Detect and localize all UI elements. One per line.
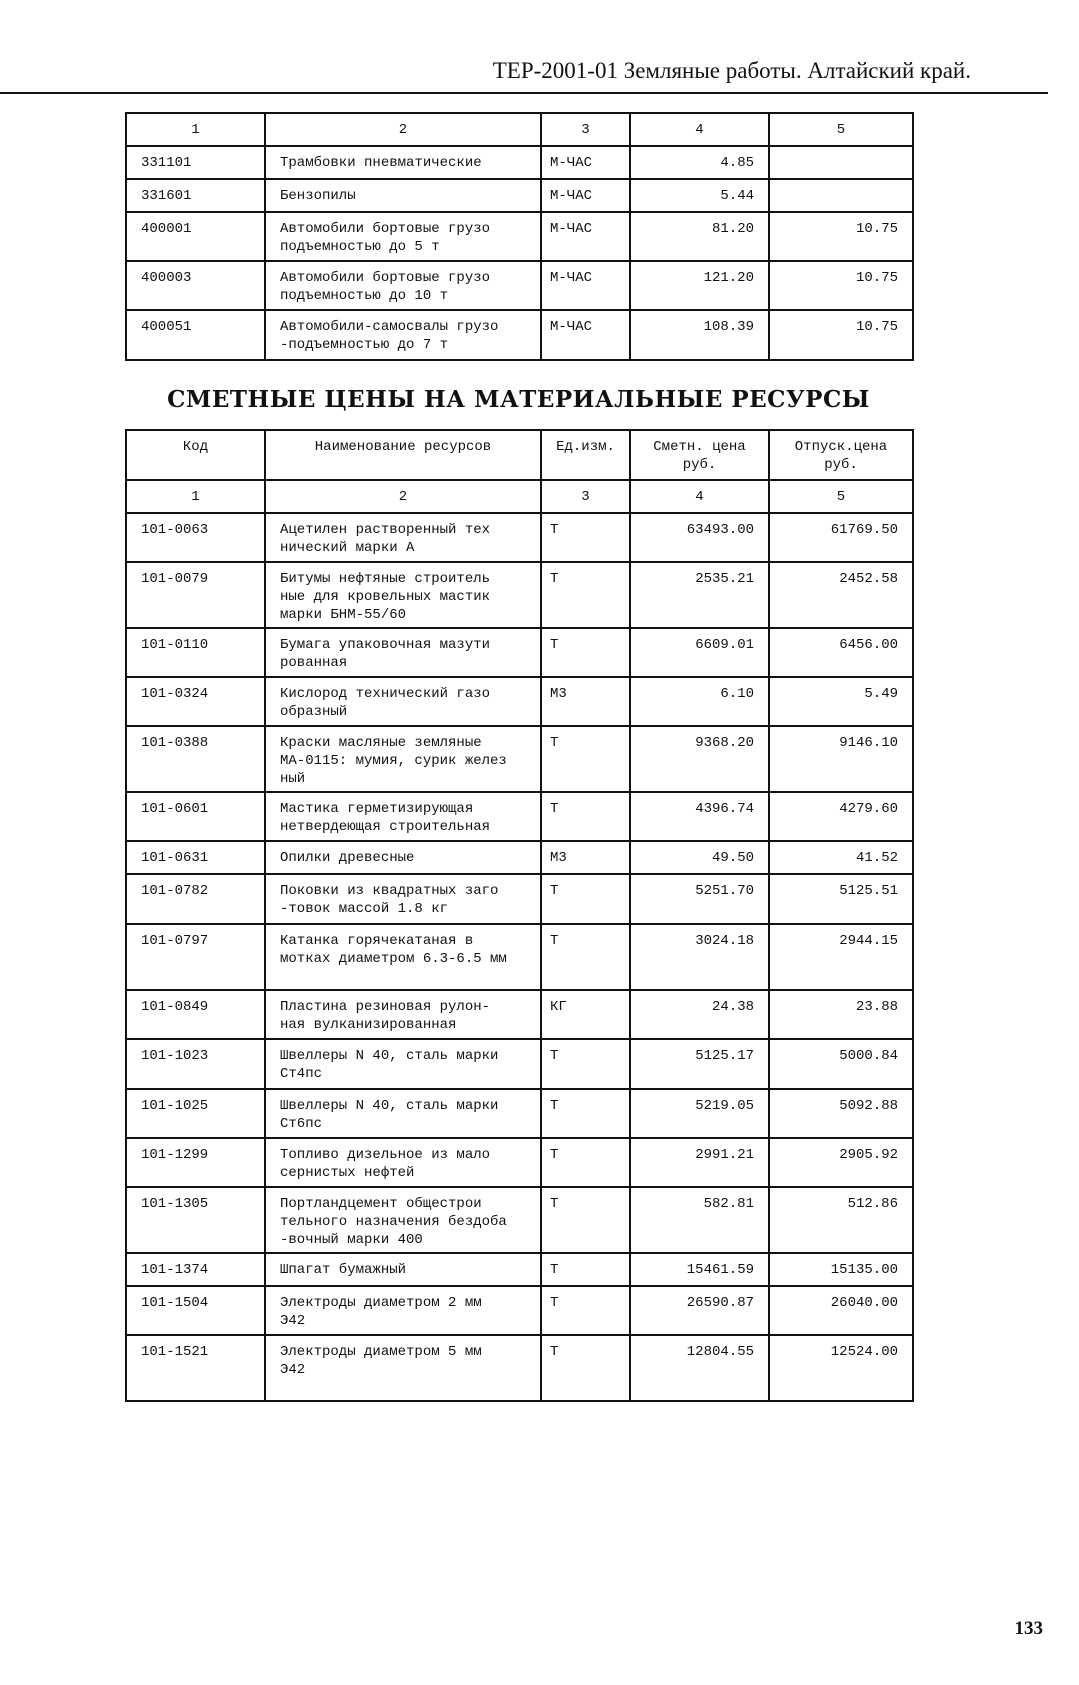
- table-row: [126, 513, 913, 562]
- estimate-price-cell: 24.38: [630, 990, 769, 1039]
- estimate-price-cell: 2991.21: [630, 1138, 769, 1187]
- table-row: [126, 146, 913, 179]
- code-cell: 101-0782: [126, 874, 265, 924]
- code-cell: 101-1504: [126, 1286, 265, 1335]
- code-cell: 101-0388: [126, 726, 265, 792]
- release-price-cell: 12524.00: [769, 1335, 913, 1401]
- column-number-cell: 5: [769, 480, 913, 513]
- estimate-price-cell: 582.81: [630, 1187, 769, 1253]
- unit-cell: КГ: [541, 990, 630, 1039]
- name-cell: Ацетилен растворенный тех нический марки А: [265, 513, 541, 562]
- unit-cell: Т: [541, 726, 630, 792]
- unit-cell: М-ЧАС: [541, 212, 630, 261]
- table-row: [126, 1089, 913, 1138]
- code-cell: 331601: [126, 179, 265, 212]
- estimate-price-cell: 81.20: [630, 212, 769, 261]
- release-price-cell: 26040.00: [769, 1286, 913, 1335]
- code-cell: 101-0324: [126, 677, 265, 726]
- estimate-price-cell: 9368.20: [630, 726, 769, 792]
- table-row: [126, 212, 913, 261]
- release-price-cell: 6456.00: [769, 628, 913, 677]
- table-row: [126, 1039, 913, 1089]
- name-cell: Кислород технический газо образный: [265, 677, 541, 726]
- table-row: [126, 1253, 913, 1286]
- column-number-cell: 1: [126, 480, 265, 513]
- name-cell: Электроды диаметром 2 мм Э42: [265, 1286, 541, 1335]
- table-row: [126, 562, 913, 628]
- release-price-cell: 5125.51: [769, 874, 913, 924]
- release-price-cell: 41.52: [769, 841, 913, 874]
- name-cell: Мастика герметизирующая нетвердеющая строительная: [265, 792, 541, 841]
- name-cell: Электроды диаметром 5 мм Э42: [265, 1335, 541, 1401]
- unit-cell: Т: [541, 1089, 630, 1138]
- release-price-cell: 10.75: [769, 212, 913, 261]
- table-row: [126, 677, 913, 726]
- unit-cell: Т: [541, 1286, 630, 1335]
- estimate-price-cell: 4396.74: [630, 792, 769, 841]
- release-price-cell: 5000.84: [769, 1039, 913, 1089]
- release-price-cell: 2905.92: [769, 1138, 913, 1187]
- estimate-price-cell: 63493.00: [630, 513, 769, 562]
- name-cell: Автомобили бортовые грузо подъемностью до 10 т: [265, 261, 541, 310]
- table-row: [126, 1335, 913, 1401]
- name-cell: Швеллеры N 40, сталь марки Ст6пс: [265, 1089, 541, 1138]
- column-header-row: [126, 430, 913, 480]
- unit-cell: М-ЧАС: [541, 146, 630, 179]
- name-cell: Автомобили-самосвалы грузо -подъемностью до 7 т: [265, 310, 541, 360]
- table-row: [126, 261, 913, 310]
- estimate-price-cell: 15461.59: [630, 1253, 769, 1286]
- code-cell: 400003: [126, 261, 265, 310]
- release-price-cell: 10.75: [769, 310, 913, 360]
- column-header-cell: Наименование ресурсов: [265, 430, 541, 480]
- unit-cell: Т: [541, 874, 630, 924]
- code-cell: 101-0110: [126, 628, 265, 677]
- estimate-price-cell: 3024.18: [630, 924, 769, 990]
- release-price-cell: 10.75: [769, 261, 913, 310]
- section-title: СМЕТНЫЕ ЦЕНЫ НА МАТЕРИАЛЬНЫЕ РЕСУРСЫ: [167, 386, 870, 413]
- name-cell: Бензопилы: [265, 179, 541, 212]
- estimate-price-cell: 12804.55: [630, 1335, 769, 1401]
- code-cell: 101-1305: [126, 1187, 265, 1253]
- release-price-cell: 61769.50: [769, 513, 913, 562]
- code-cell: 101-0601: [126, 792, 265, 841]
- release-price-cell: 512.86: [769, 1187, 913, 1253]
- column-header-cell: Ед.изм.: [541, 430, 630, 480]
- code-cell: 101-1374: [126, 1253, 265, 1286]
- estimate-price-cell: 5251.70: [630, 874, 769, 924]
- unit-cell: М-ЧАС: [541, 179, 630, 212]
- column-header-cell: Отпуск.цена руб.: [769, 430, 913, 480]
- name-cell: Трамбовки пневматические: [265, 146, 541, 179]
- code-cell: 101-1521: [126, 1335, 265, 1401]
- name-cell: Поковки из квадратных заго -товок массой 1.8 кг: [265, 874, 541, 924]
- code-cell: 101-0631: [126, 841, 265, 874]
- name-cell: Автомобили бортовые грузо подъемностью до 5 т: [265, 212, 541, 261]
- name-cell: Топливо дизельное из мало сернистых нефтей: [265, 1138, 541, 1187]
- code-cell: 101-0797: [126, 924, 265, 990]
- name-cell: Шпагат бумажный: [265, 1253, 541, 1286]
- column-number-row: [126, 480, 913, 513]
- release-price-cell: 2944.15: [769, 924, 913, 990]
- estimate-price-cell: 5.44: [630, 179, 769, 212]
- column-number-cell: 5: [769, 113, 913, 146]
- estimate-price-cell: 5125.17: [630, 1039, 769, 1089]
- column-header-cell: Сметн. цена руб.: [630, 430, 769, 480]
- name-cell: Битумы нефтяные строитель ные для кровельных мастик марки БНМ-55/60: [265, 562, 541, 628]
- estimate-price-cell: 2535.21: [630, 562, 769, 628]
- name-cell: Краски масляные земляные МА-0115: мумия, сурик желез ный: [265, 726, 541, 792]
- release-price-cell: 4279.60: [769, 792, 913, 841]
- code-cell: 101-0063: [126, 513, 265, 562]
- name-cell: Портландцемент общестрои тельного назначения бездоба -вочный марки 400: [265, 1187, 541, 1253]
- table-row: [126, 726, 913, 792]
- column-number-row: [126, 113, 913, 146]
- code-cell: 101-1025: [126, 1089, 265, 1138]
- unit-cell: Т: [541, 1335, 630, 1401]
- code-cell: 101-1299: [126, 1138, 265, 1187]
- unit-cell: Т: [541, 1187, 630, 1253]
- name-cell: Опилки древесные: [265, 841, 541, 874]
- estimate-price-cell: 108.39: [630, 310, 769, 360]
- release-price-cell: 9146.10: [769, 726, 913, 792]
- release-price-cell: 5092.88: [769, 1089, 913, 1138]
- column-number-cell: 1: [126, 113, 265, 146]
- table-row: [126, 841, 913, 874]
- unit-cell: Т: [541, 1138, 630, 1187]
- unit-cell: Т: [541, 513, 630, 562]
- release-price-cell: 23.88: [769, 990, 913, 1039]
- estimate-price-cell: 6609.01: [630, 628, 769, 677]
- estimate-price-cell: 6.10: [630, 677, 769, 726]
- column-number-cell: 4: [630, 113, 769, 146]
- release-price-cell: [769, 179, 913, 212]
- name-cell: Пластина резиновая рулон- ная вулканизированная: [265, 990, 541, 1039]
- unit-cell: М-ЧАС: [541, 261, 630, 310]
- column-number-cell: 4: [630, 480, 769, 513]
- estimate-price-cell: 4.85: [630, 146, 769, 179]
- code-cell: 101-0079: [126, 562, 265, 628]
- machines-table-body: [126, 113, 913, 360]
- table-row: [126, 1187, 913, 1253]
- unit-cell: Т: [541, 1253, 630, 1286]
- unit-cell: Т: [541, 1039, 630, 1089]
- estimate-price-cell: 121.20: [630, 261, 769, 310]
- release-price-cell: 5.49: [769, 677, 913, 726]
- column-number-cell: 2: [265, 480, 541, 513]
- table-row: [126, 1138, 913, 1187]
- estimate-price-cell: 49.50: [630, 841, 769, 874]
- estimate-price-cell: 26590.87: [630, 1286, 769, 1335]
- page-header-title: ТЕР-2001-01 Земляные работы. Алтайский край.: [492, 58, 971, 83]
- unit-cell: М-ЧАС: [541, 310, 630, 360]
- table-row: [126, 792, 913, 841]
- code-cell: 331101: [126, 146, 265, 179]
- unit-cell: Т: [541, 792, 630, 841]
- header-divider: [0, 92, 1048, 94]
- code-cell: 400051: [126, 310, 265, 360]
- code-cell: 400001: [126, 212, 265, 261]
- column-header-cell: Код: [126, 430, 265, 480]
- name-cell: Бумага упаковочная мазути рованная: [265, 628, 541, 677]
- column-number-cell: 3: [541, 113, 630, 146]
- unit-cell: Т: [541, 924, 630, 990]
- table-row: [126, 1286, 913, 1335]
- code-cell: 101-0849: [126, 990, 265, 1039]
- estimate-price-cell: 5219.05: [630, 1089, 769, 1138]
- table-row: [126, 628, 913, 677]
- table-row: [126, 179, 913, 212]
- materials-table-body: [126, 430, 913, 1401]
- page-number: 133: [1014, 1618, 1043, 1639]
- unit-cell: Т: [541, 628, 630, 677]
- name-cell: Катанка горячекатаная в мотках диаметром 6.3-6.5 мм: [265, 924, 541, 990]
- column-number-cell: 2: [265, 113, 541, 146]
- table-row: [126, 310, 913, 360]
- table-row: [126, 990, 913, 1039]
- machines-table: [125, 112, 914, 361]
- materials-table: [125, 429, 914, 1402]
- column-number-cell: 3: [541, 480, 630, 513]
- unit-cell: Т: [541, 562, 630, 628]
- release-price-cell: 15135.00: [769, 1253, 913, 1286]
- release-price-cell: [769, 146, 913, 179]
- table-row: [126, 924, 913, 990]
- code-cell: 101-1023: [126, 1039, 265, 1089]
- unit-cell: М3: [541, 841, 630, 874]
- unit-cell: М3: [541, 677, 630, 726]
- table-row: [126, 874, 913, 924]
- release-price-cell: 2452.58: [769, 562, 913, 628]
- name-cell: Швеллеры N 40, сталь марки Ст4пс: [265, 1039, 541, 1089]
